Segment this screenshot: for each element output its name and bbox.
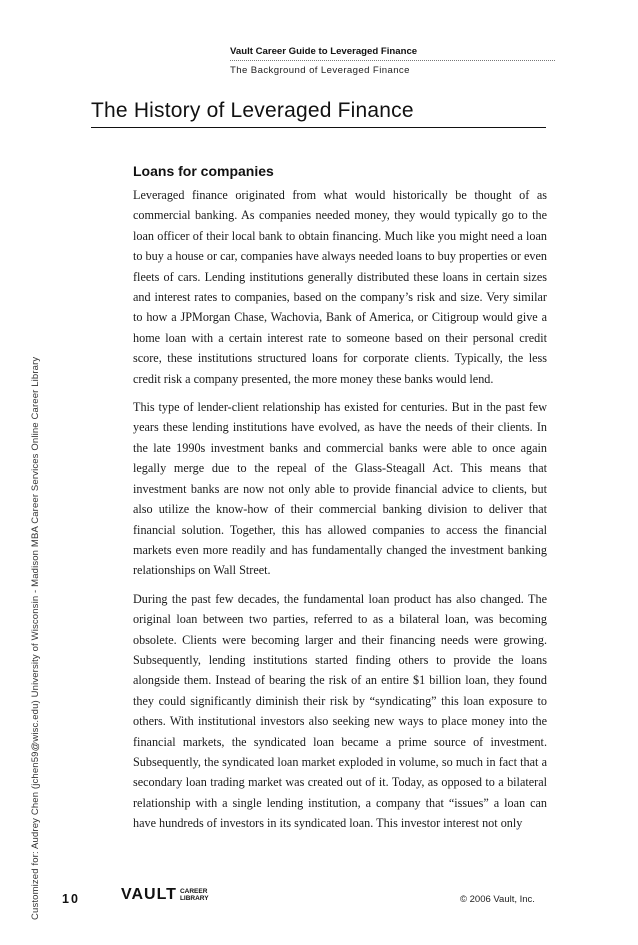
logo-line-2: LIBRARY bbox=[179, 895, 209, 902]
paragraph-1: Leveraged finance originated from what would historically be thought of as commercial banking. As companies needed money, they would typically go to the loan officer of their local bank to obtain financing. Much like you might need a loan to buy a house or car, companies have always needed loans to buy properties or even fleets of cars. Lending institutions generally distributed these loans in certain sizes and interest rates to companies, based on the company’s risk and size. Very similar to how a JPMorgan Chase, Wachovia, Bank of America, or Citigroup would give a home loan with a certain interest rate to someone based on their personal credit score, these institutions structured loans for corporate clients. Typically, the less credit risk a company presented, the more money these banks would lend. bbox=[133, 188, 547, 386]
logo-line-1: CAREER bbox=[179, 888, 208, 895]
running-head-divider bbox=[230, 60, 555, 61]
paragraph-2: This type of lender-client relationship has existed for centuries. But in the past few years these lending institutions have evolved, as have the needs of their clients. In the late 1990s investment banks and commercial banks were able to once again legally merge due to the repeal of the Glass-Steagall Act. This means that investment banks are now not only able to provide financial advice to clients, but also utilize the know-how of their commercial banking division to deliver that financial solution. Together, this has allowed companies to access the financial markets even more readily and has fundamentally changed the investment banking relationships on Wall Street. bbox=[133, 400, 547, 578]
page-title: The History of Leveraged Finance bbox=[91, 99, 546, 128]
logo-subtitle bbox=[180, 888, 209, 902]
paragraph-3: During the past few decades, the fundamental loan product has also changed. The original loan between two parties, referred to as a bilateral loan, was becoming obsolete. Clients were becoming larger and their financing needs were growing. Subsequently, lending institutions started finding others to provide the loans alongside them. Instead of bearing the risk of an entire $1 billion loan, they found they could significantly diminish their risk by “syndicating” this loan exposure to others. With institutional investors also seeking new ways to place money into the financial markets, the syndicated loan became a prime source of investment. Subsequently, the syndicated loan market exploded in volume, so much in fact that a secondary loan trading market was created out of it. Today, as opposed to a bilateral relationship with a single lending institution, a company that “issues” a loan can have hundreds of investors in its syndicated loan. This investor interest not only bbox=[133, 591, 547, 831]
running-head-subtitle: The Background of Leveraged Finance bbox=[230, 65, 410, 76]
customization-watermark: Customized for: Audrey Chen (jchen59@wisc.edu) University of Wisconsin - Madison MBA Career Services Online Career Library bbox=[30, 356, 41, 920]
page-number: 10 bbox=[62, 892, 80, 906]
body-text bbox=[133, 185, 547, 842]
section-heading: Loans for companies bbox=[133, 163, 274, 179]
copyright: © 2006 Vault, Inc. bbox=[460, 894, 535, 905]
running-head-title: Vault Career Guide to Leveraged Finance bbox=[230, 46, 418, 57]
vault-logo bbox=[121, 886, 209, 904]
logo-word: VAULT bbox=[121, 886, 177, 903]
running-head bbox=[230, 46, 555, 76]
